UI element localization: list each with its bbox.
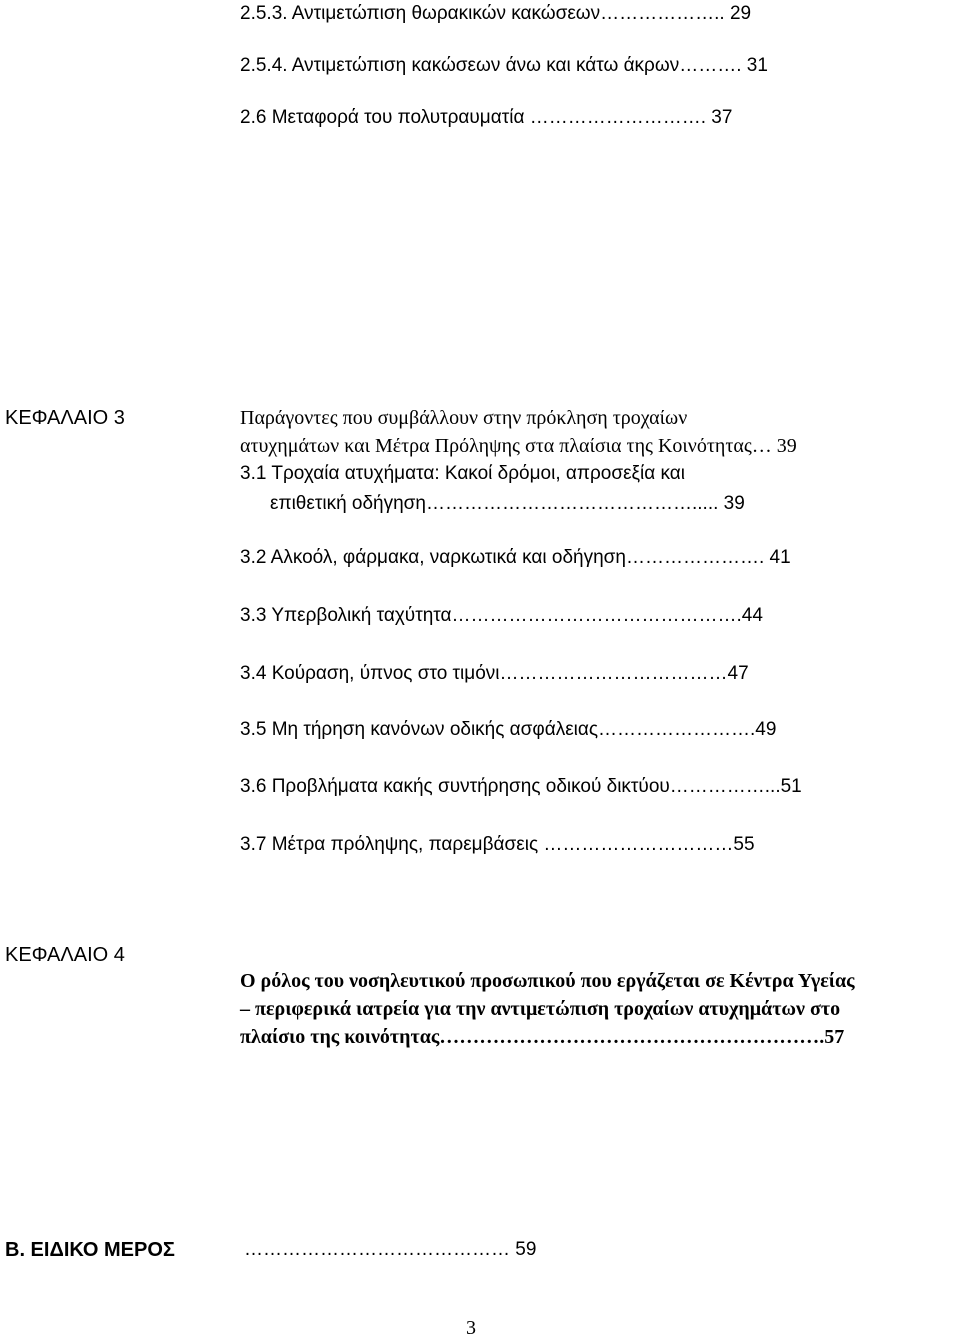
toc-entry-2-5-4: 2.5.4. Αντιμετώπιση κακώσεων άνω και κάτω άκρων………. 31 (240, 55, 768, 76)
toc-entry-3-1-line2: επιθετική οδήγηση……………………………………..... 39 (270, 493, 745, 514)
toc-entry-3-4: 3.4 Κούραση, ύπνος στο τιμόνι………………………………47 (240, 663, 749, 684)
toc-entry-3-3: 3.3 Υπερβολική ταχύτητα……………………………………….44 (240, 605, 763, 626)
chapter-4-label: ΚΕΦΑΛΑΙΟ 4 (5, 944, 125, 966)
chapter-3-label: ΚΕΦΑΛΑΙΟ 3 (5, 407, 125, 429)
chapter-4-title-line2: – περιφερικά ιατρεία για την αντιμετώπιση τροχαίων ατυχημάτων στο (240, 998, 841, 1020)
toc-entry-3-7: 3.7 Μέτρα πρόληψης, παρεμβάσεις …………………………55 (240, 834, 755, 855)
page-number: 3 (466, 1317, 476, 1339)
chapter-4-title-line3: πλαίσιο της κοινότητας………………………………………………….57 (240, 1026, 845, 1048)
chapter-4-title-line1: Ο ρόλος του νοσηλευτικού προσωπικού που εργάζεται σε Κέντρα Υγείας (240, 970, 855, 992)
part-b-label: Β. ΕΙΔΙΚΟ ΜΕΡΟΣ (5, 1239, 175, 1261)
toc-entry-3-6: 3.6 Προβλήματα κακής συντήρησης οδικού δικτύου……………...51 (240, 776, 802, 797)
part-b-page: …………………………………… 59 (244, 1239, 537, 1260)
toc-entry-2-5-3: 2.5.3. Αντιμετώπιση θωρακικών κακώσεων……………….. 29 (240, 3, 752, 24)
chapter-3-title-line2: ατυχημάτων και Μέτρα Πρόληψης στα πλαίσια της Κοινότητας… 39 (240, 435, 797, 457)
toc-entry-3-1-line1: 3.1 Τροχαία ατυχήματα: Κακοί δρόμοι, απροσεξία και (240, 463, 686, 484)
toc-entry-3-2: 3.2 Αλκοόλ, φάρμακα, ναρκωτικά και οδήγηση…………………. 41 (240, 547, 791, 568)
toc-entry-3-5: 3.5 Μη τήρηση κανόνων οδικής ασφάλειας…………………….49 (240, 719, 777, 740)
chapter-3-title-line1: Παράγοντες που συμβάλλουν στην πρόκληση τροχαίων (240, 407, 688, 429)
toc-entry-2-6: 2.6 Μεταφορά του πολυτραυματία ………………………. 37 (240, 107, 733, 128)
